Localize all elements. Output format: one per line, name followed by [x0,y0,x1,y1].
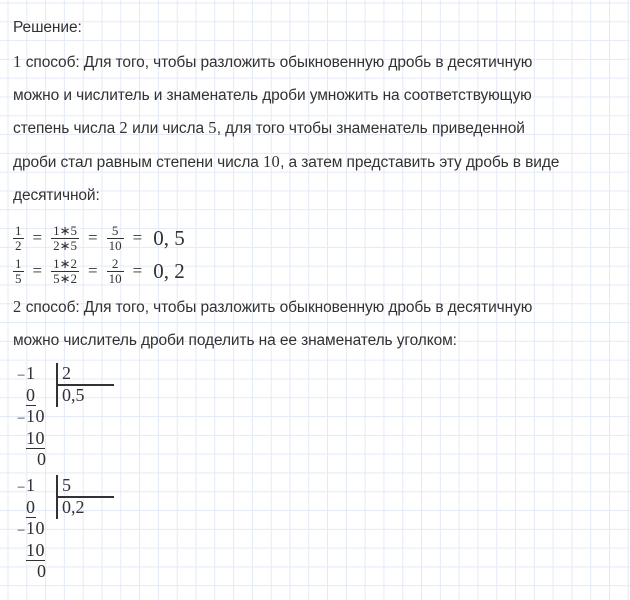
division-value: 0 [37,449,47,469]
division-value: 0 [26,496,36,517]
minus-sign: − [17,480,26,496]
equals-sign: = [88,227,98,247]
fraction-denominator: 10 [108,271,122,286]
text-line: дроби стал равным степени числа 10, а затем представить эту дробь в виде [13,152,560,172]
minus-sign [17,567,26,589]
division-value: 10 [26,406,45,426]
fraction-conversion-formulas [13,222,185,288]
fraction [13,257,24,287]
inline-math-number: 10 [263,152,281,172]
fraction [51,224,79,254]
decimal-result: 0, 2 [153,259,185,283]
fraction-numerator: 1 [15,222,22,238]
inline-math-number: 5 [208,118,217,138]
division-row [17,540,167,562]
division-value: 0 [26,384,36,405]
division-row [17,385,167,407]
equals-sign: = [32,260,43,280]
text-line: 1 способ: Для того, чтобы разложить обыкновенную дробь в десятичную [13,52,533,71]
inline-math-number: 2 [13,297,22,316]
text-line: десятичной: [13,186,100,204]
long-division-1-by-5 [17,475,167,583]
equals-sign: = [32,227,43,247]
formula-line [13,255,185,288]
decimal-result: 0, 5 [153,226,185,250]
fraction-numerator: 1∗5 [53,222,77,238]
equals-sign: = [132,227,143,247]
minus-sign [17,434,26,456]
text-line: можно и числитель и знаменатель дроби умножить на соответствующую [13,86,532,104]
fraction-denominator: 2∗5 [53,238,77,253]
solution-heading: Решение: [13,19,82,36]
fraction-numerator: 1∗2 [53,255,77,271]
fraction-denominator: 10 [108,238,122,253]
division-row [17,475,167,497]
quotient: 0,5 [62,384,85,405]
fraction [107,257,124,287]
minus-sign [17,391,26,413]
text-line: степень числа 2 или числа 5, для того чтобы знаменатель приведенной [13,118,525,138]
text-line: можно числитель дроби поделить на ее знаменатель уголком: [13,331,457,349]
fraction-denominator: 5 [15,271,22,286]
minus-sign: − [17,523,26,539]
formula-line [13,222,185,255]
division-row [17,449,167,471]
fraction [107,224,124,254]
division-value: 10 [26,427,45,448]
division-row [17,363,167,385]
fraction [13,224,24,254]
division-value: 1 [26,363,36,383]
fraction-numerator: 5 [111,222,119,238]
minus-sign [17,455,26,477]
text-line: 2 способ: Для того, чтобы разложить обыкновенную дробь в десятичную [13,297,533,316]
long-division-1-by-2 [17,363,167,471]
fraction-numerator: 1 [15,255,22,271]
division-value: 10 [26,539,45,560]
fraction-numerator: 2 [111,255,119,271]
division-row [17,428,167,450]
minus-sign: − [17,411,26,427]
minus-sign [17,546,26,568]
method2-paragraph [13,291,532,357]
division-row [17,497,167,519]
fraction-denominator: 5∗2 [53,271,77,286]
equals-sign: = [132,260,143,280]
quotient: 0,2 [62,496,85,517]
division-value: 1 [26,475,36,495]
fraction-denominator: 2 [15,238,22,253]
division-value: 10 [26,518,45,538]
division-row [17,406,167,428]
division-row [17,561,167,583]
inline-math-number: 1 [13,52,22,71]
minus-sign: − [17,368,26,384]
equals-sign: = [88,260,98,280]
division-value: 0 [37,561,47,581]
division-row [17,518,167,540]
fraction [51,257,79,287]
divisor: 5 [62,475,71,495]
method1-paragraph [13,46,559,213]
divisor: 2 [62,363,71,383]
minus-sign [17,503,26,525]
inline-math-number: 2 [119,118,128,138]
